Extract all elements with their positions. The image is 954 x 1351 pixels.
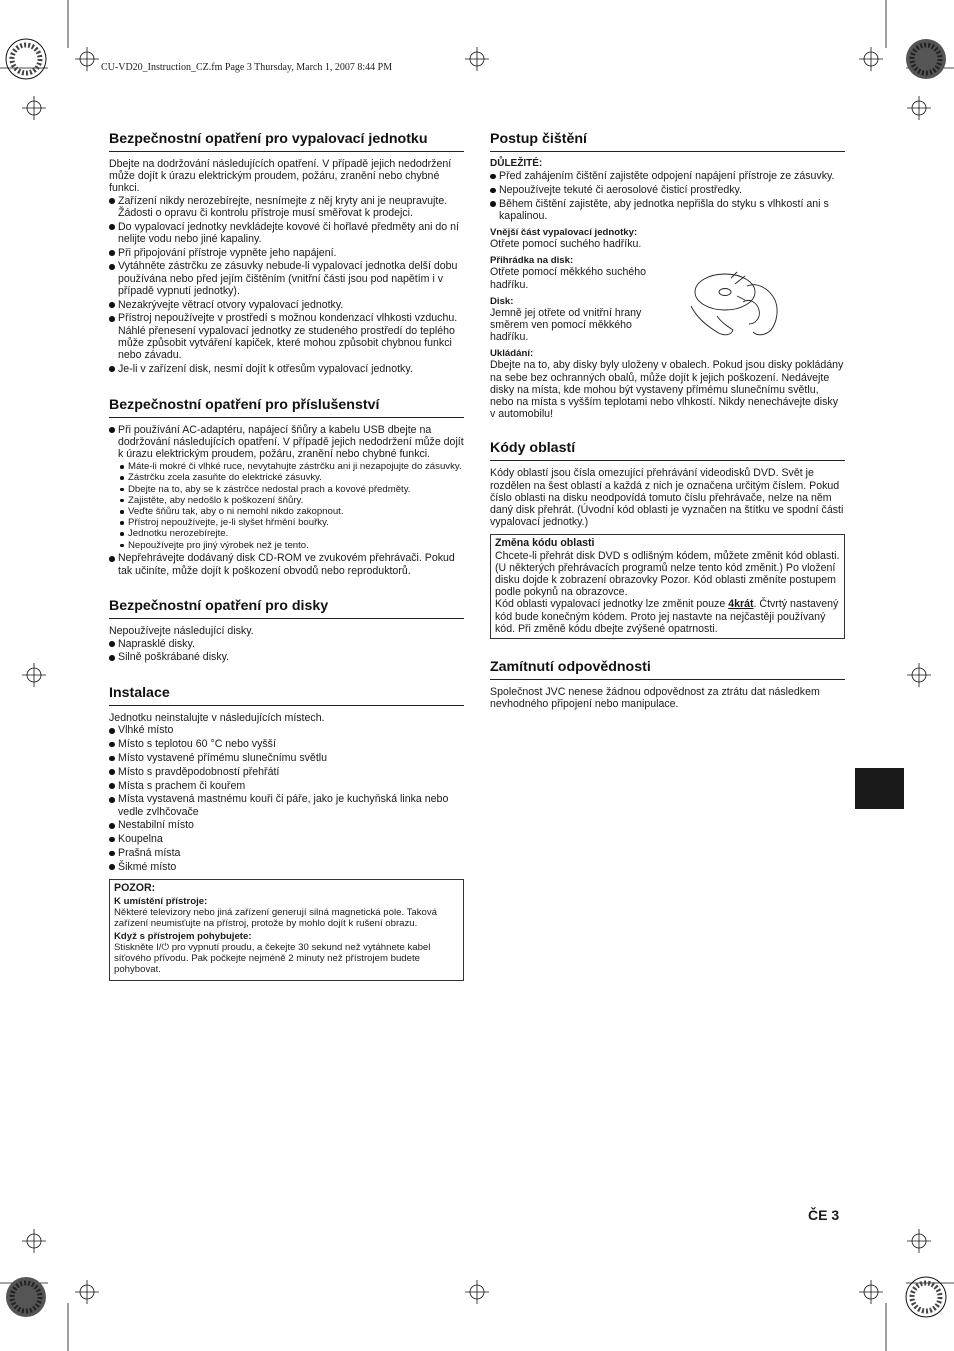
list-item: Nepoužívejte tekuté či aerosolové čisticí prostředky. bbox=[490, 184, 845, 196]
list-item: Zařízení nikdy nerozebírejte, nesnímejte z něj kryty ani je neupravujte. Žádosti o opravu či kontrolu přístroje musí směřovat k prodejci. bbox=[109, 195, 464, 219]
sub-list-item: Veďte šňůru tak, aby o ni nemohl nikdo zakopnout. bbox=[118, 506, 464, 517]
section-body-burner-safety bbox=[109, 158, 464, 375]
section-body-cleaning bbox=[490, 158, 845, 420]
sub-list-item: Nepoužívejte pro jiný výrobek než je tento. bbox=[118, 540, 464, 551]
list-item: Během čištění zajistěte, aby jednotka nepřišla do styku s vlhkostí ani s kapalinou. bbox=[490, 198, 845, 222]
region-change-text: Chcete-li přehrát disk DVD s odlišným kódem, můžete změnit kód oblasti. (U některých přehrávacích programů nelze tento kód změnit.) Po vložení disku dojde k zobrazení obrazovky Pozor. Kód oblasti změníte postupem podle pokynů na obrazovce. bbox=[495, 549, 840, 599]
caution-subheading: Když s přístrojem pohybujete: bbox=[114, 931, 252, 943]
list-item: Při připojování přístroje vypněte jeho napájení. bbox=[109, 247, 464, 259]
list-item: Místo s pravděpodobností přehřátí bbox=[109, 766, 464, 778]
cleaning-text: Dbejte na to, aby disky byly uloženy v obalech. Pokud jsou disky pokládány na sebe bez ochranných obalů, může dojít k jejich poškození. Nedávejte disky na místa, kde mohou být vystaveny přímému slunečnímu světlu, nebo na místa s vyšším teplotami nebo vlhkostí. Nikdy nenechávejte disky v automobilu! bbox=[490, 359, 844, 421]
paragraph: Dbejte na dodržování následujících opatření. V případě jejich nedodržení může dojít k úrazu elektrickým proudem, požáru, zranění nebo chybné funkci. bbox=[109, 158, 452, 195]
list-item-text: Při používání AC-adaptéru, napájecí šňůry a kabelu USB dbejte na dodržování následujících opatření. V případě jejich nedodržení může dojít k úrazu elektrickým proudem, požáru, zranění nebo chybné funkci. bbox=[118, 423, 464, 461]
section-body-region-codes bbox=[490, 467, 845, 639]
bullet-list bbox=[109, 638, 464, 664]
section-body-accessories-safety bbox=[109, 424, 464, 577]
cleaning-text: Otřete pomocí suchého hadříku. bbox=[490, 238, 642, 251]
bullet-list bbox=[109, 195, 464, 375]
sub-list-item: Zajistěte, aby nedošlo k poškození šňůry. bbox=[118, 495, 464, 506]
list-item: Místo vystavené přímému slunečnímu světlu bbox=[109, 752, 464, 764]
bullet-list bbox=[490, 170, 845, 222]
list-item: Vytáhněte zástrčku ze zásuvky nebude-li vypalovací jednotka delší dobu používána nebo před jejím čištěním (vnitřní části jsou pod napětím i v případě vypnutí jednotky). bbox=[109, 260, 464, 297]
list-item: Místa vystavená mastnému kouři či páře, jako je kuchyňská linka nebo vedle zvlhčovače bbox=[109, 793, 464, 817]
list-item: Je-li v zařízení disk, nesmí dojít k otřesům vypalovací jednotky. bbox=[109, 363, 464, 375]
region-change-box bbox=[490, 534, 845, 639]
caution-subheading: K umístění přístroje: bbox=[114, 896, 208, 908]
text-run: . Čtvrtý nastavený kód bude konečným kódem. Proto jej nastavte na nejčastěji používaný kód. Při změně kódu dbejte zvýšené opatrnosti. bbox=[495, 598, 839, 635]
sub-list bbox=[118, 461, 464, 551]
important-label: DŮLEŽITÉ: bbox=[490, 158, 543, 169]
list-item: Naprasklé disky. bbox=[109, 638, 464, 650]
list-item: Koupelna bbox=[109, 833, 464, 845]
list-item: Před zahájením čištění zajistěte odpojení napájení přístroje ze zásuvky. bbox=[490, 170, 845, 182]
region-change-text-2 bbox=[495, 598, 840, 635]
paragraph: Kódy oblastí jsou čísla omezující přehrávání videodisků DVD. Svět je rozdělen na šest oblastí a každá z nich je označena určitým číslem. Pokud číslo oblasti na disku neodpovídá tomuto číslu přehrávače, nelze na něm daný disk přehrát. (Úvodní kód oblasti je vyznačen na štítku ve spodní části vypalovací jednotky.) bbox=[490, 467, 844, 529]
section-body-disclaimer bbox=[490, 686, 845, 710]
right-column bbox=[490, 130, 845, 710]
sub-list-item: Dbejte na to, aby se k zástrčce nedostal prach a kovové předměty. bbox=[118, 484, 464, 495]
section-title-accessories-safety: Bezpečnostní opatření pro příslušenství bbox=[109, 396, 464, 418]
list-item: Šikmé místo bbox=[109, 861, 464, 873]
cleaning-subheading: Disk: bbox=[490, 295, 514, 307]
emphasis-count: 4krát bbox=[728, 598, 754, 611]
list-item: Prašná místa bbox=[109, 847, 464, 859]
sub-list-item: Přístroj nepoužívejte, je-li slyšet hřmění bouřky. bbox=[118, 517, 464, 528]
bullet-list bbox=[109, 424, 464, 577]
list-item: Vlhké místo bbox=[109, 724, 464, 736]
caution-text: Stiskněte I/⏻ pro vypnutí proudu, a čekejte 30 sekund než vytáhnete kabel síťového přívodu. Pak počkejte nejméně 2 minuty než přístrojem budete pohybovat. bbox=[114, 942, 431, 976]
section-body-disc-safety bbox=[109, 625, 464, 663]
list-item: Do vypalovací jednotky nevkládejte kovové či hořlavé předměty ani do ní nelijte vodu nebo jiné kapaliny. bbox=[109, 221, 464, 245]
cleaning-subheading: Vnější část vypalovací jednotky: bbox=[490, 227, 638, 239]
cleaning-text: Otřete pomocí měkkého suchého hadříku. bbox=[490, 266, 647, 291]
section-tab-marker bbox=[855, 768, 904, 809]
paragraph: Společnost JVC nenese žádnou odpovědnost za ztrátu dat následkem nevhodného připojení nebo manipulace. bbox=[490, 686, 820, 711]
list-item: Přístroj nepoužívejte v prostředí s možnou kondenzací vlhkosti vzduchu. Náhlé přenesení vypalovací jednotky ze studeného prostředí do teplého může způsobit vytváření kapiček, které mohou způsobit chybnou funkci nebo závadu. bbox=[109, 312, 464, 361]
bullet-list bbox=[109, 724, 464, 873]
paragraph: Nepoužívejte následující disky. bbox=[109, 625, 254, 638]
cleaning-text: Jemně jej otřete od vnitřní hrany směrem ven pomocí měkkého hadříku. bbox=[490, 306, 642, 344]
page-number: ČE 3 bbox=[808, 1207, 840, 1223]
list-item bbox=[109, 424, 464, 551]
caution-text: Některé televizory nebo jiná zařízení generují silná magnetická pole. Taková zařízení neumisťujte na přístroj, protože by mohlo dojít k rušení obrazu. bbox=[114, 907, 437, 930]
sub-list-item: Jednotku nerozebírejte. bbox=[118, 528, 464, 539]
file-header-line: CU-VD20_Instruction_CZ.fm Page 3 Thursday, March 1, 2007 8:44 PM bbox=[101, 62, 393, 73]
cleaning-subheading: Ukládání: bbox=[490, 348, 534, 360]
list-item: Místa s prachem či kouřem bbox=[109, 780, 464, 792]
section-body-installation bbox=[109, 712, 464, 873]
section-title-disclaimer: Zamítnutí odpovědnosti bbox=[490, 658, 845, 680]
list-item: Nepřehrávejte dodávaný disk CD-ROM ve zvukovém přehrávači. Pokud tak učiníte, může dojít k poškození obvodů nebo reproduktorů. bbox=[109, 552, 464, 576]
sub-list-item: Zástrčku zcela zasuňte do elektrické zásuvky. bbox=[118, 472, 464, 483]
section-title-installation: Instalace bbox=[109, 684, 464, 706]
caution-box bbox=[109, 879, 464, 981]
disc-cleaning-illustration bbox=[687, 266, 783, 338]
sub-list-item: Máte-li mokré či vlhké ruce, nevytahujte zástrčku ani ji nezapojujte do zásuvky. bbox=[118, 461, 464, 472]
section-title-disc-safety: Bezpečnostní opatření pro disky bbox=[109, 597, 464, 619]
region-change-title: Změna kódu oblasti bbox=[495, 537, 595, 550]
list-item: Místo s teplotou 60 °C nebo vyšší bbox=[109, 738, 464, 750]
list-item: Silně poškrábané disky. bbox=[109, 651, 464, 663]
paragraph: Jednotku neinstalujte v následujících místech. bbox=[109, 712, 325, 725]
cleaning-subheading: Přihrádka na disk: bbox=[490, 255, 574, 267]
section-title-burner-safety: Bezpečnostní opatření pro vypalovací jednotku bbox=[109, 130, 464, 152]
caution-title: POZOR: bbox=[114, 882, 156, 895]
section-title-region-codes: Kódy oblastí bbox=[490, 439, 845, 461]
list-item: Nezakrývejte větrací otvory vypalovací jednotky. bbox=[109, 299, 464, 311]
section-title-cleaning: Postup čištění bbox=[490, 130, 845, 152]
left-column bbox=[109, 130, 464, 981]
text-run: Kód oblasti vypalovací jednotky lze změnit pouze bbox=[495, 598, 729, 611]
list-item: Nestabilní místo bbox=[109, 819, 464, 831]
